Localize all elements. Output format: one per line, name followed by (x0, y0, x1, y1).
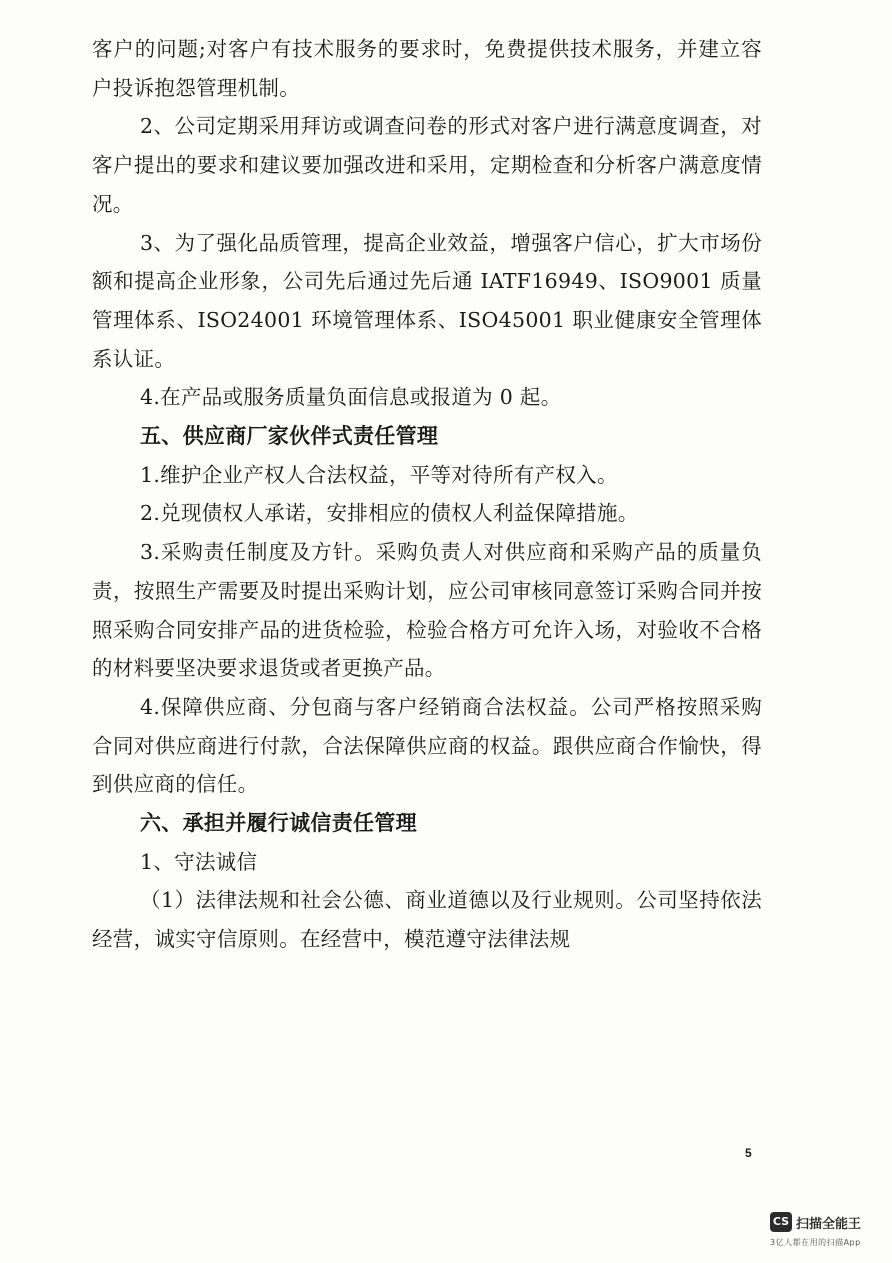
document-body (92, 30, 762, 959)
camscanner-logo-icon: CS (770, 1212, 792, 1232)
section-heading-5: 五、供应商厂家伙伴式责任管理 (140, 424, 439, 449)
paragraph-item-3: 3、为了强化品质管理，提高企业效益，增强客户信心，扩大市场份额和提高企业形象，公司先后通过先后通 IATF16949、ISO9001 质量管理体系、ISO24001 环境管理体系、ISO45001 职业健康安全管理体系认证。 (92, 230, 762, 371)
subheading-law-integrity: 1、守法诚信 (140, 849, 258, 874)
paragraph-supplier-3: 3.采购责任制度及方针。采购负责人对供应商和采购产品的质量负责，按照生产需要及时提出采购计划，应公司审核同意签订采购合同并按照采购合同安排产品的进货检验，检验合格方可允许入场，对验收不合格的材料要坚决要求退货或者更换产品。 (92, 540, 762, 681)
paragraph-law-1: （1）法律法规和社会公德、商业道德以及行业规则。公司坚持依法经营，诚实守信原则。在经营中，模范遵守法律法规 (92, 888, 762, 952)
paragraph-supplier-4: 4.保障供应商、分包商与客户经销商合法权益。公司严格按照采购合同对供应商进行付款，合法保障供应商的权益。跟供应商合作愉快，得到供应商的信任。 (92, 694, 762, 797)
scanner-watermark (770, 1212, 880, 1252)
paragraph-continuation: 客户的问题;对客户有技术服务的要求时，免费提供技术服务，并建立容户投诉抱怨管理机制。 (92, 37, 762, 100)
watermark-tagline: 3亿人都在用的扫描App (770, 1238, 861, 1247)
paragraph-item-2: 2、公司定期采用拜访或调查问卷的形式对客户进行满意度调查，对客户提出的要求和建议要加强改进和采用，定期检查和分析客户满意度情况。 (92, 114, 762, 216)
page-number: 5 (745, 1146, 752, 1160)
section-heading-6: 六、承担并履行诚信责任管理 (140, 811, 417, 836)
watermark-name: 扫描全能王 (796, 1217, 862, 1232)
paragraph-supplier-1: 1.维护企业产权人合法权益，平等对待所有产权入。 (140, 462, 618, 487)
paragraph-supplier-2: 2.兑现债权人承诺，安排相应的债权人利益保障措施。 (140, 501, 639, 526)
paragraph-item-4: 4.在产品或服务质量负面信息或报道为 0 起。 (140, 385, 562, 410)
